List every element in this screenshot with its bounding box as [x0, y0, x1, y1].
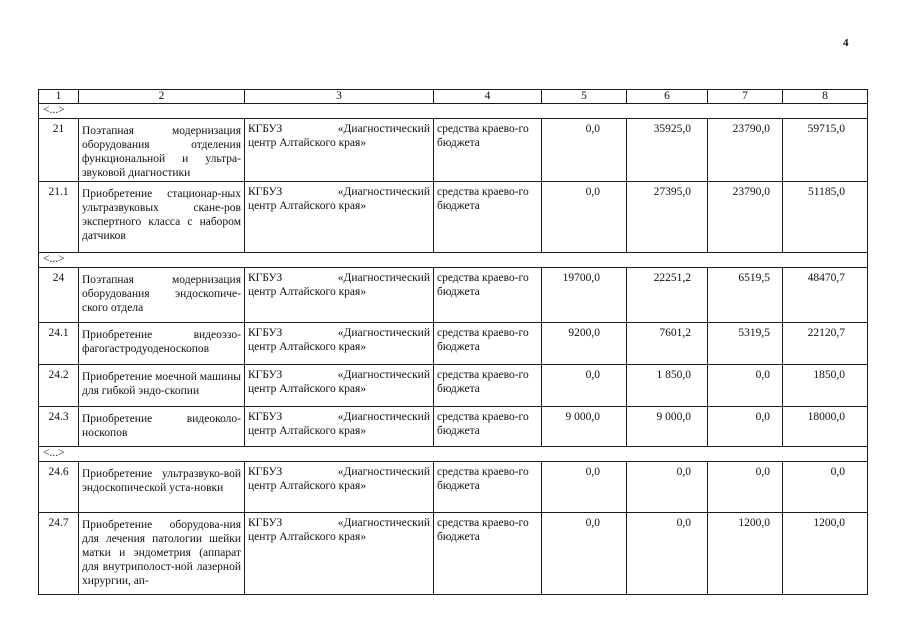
page-number: 4 — [843, 37, 849, 49]
funding-source-cell: средства краево-го бюджета — [434, 268, 542, 323]
organization-line — [248, 368, 430, 382]
ellipsis-row — [39, 104, 868, 119]
organization-abbr: КГБУЗ — [248, 517, 283, 529]
funding-source-cell: средства краево-го бюджета — [434, 182, 542, 253]
ellipsis-cell: <...> — [39, 447, 868, 462]
table-row — [39, 323, 868, 365]
value-cell-7: 0,0 — [708, 407, 783, 447]
organization-abbr: КГБУЗ — [248, 411, 283, 423]
value-cell-6: 1 850,0 — [627, 365, 708, 407]
ellipsis-cell: <...> — [39, 253, 868, 268]
table-row — [39, 365, 868, 407]
organization-line — [248, 516, 430, 530]
organization-name-part: центр Алтайского края» — [248, 286, 367, 298]
header-cell: 1 — [39, 90, 79, 104]
funding-source-cell: средства краево-го бюджета — [434, 462, 542, 513]
funding-source-cell: средства краево-го бюджета — [434, 365, 542, 407]
organization-name-part: центр Алтайского края» — [248, 480, 367, 492]
organization-line — [248, 410, 430, 424]
value-cell-5: 0,0 — [542, 462, 627, 513]
value-cell-5: 0,0 — [542, 182, 627, 253]
value-cell-6: 0,0 — [627, 462, 708, 513]
organization-name-part: «Диагностический — [337, 517, 430, 529]
organization-abbr: КГБУЗ — [248, 466, 283, 478]
measure-name-cell: Приобретение стационар-ных ультразвуковых скане-ров экспертного класса с набором датчиков — [79, 182, 245, 253]
table-row — [39, 407, 868, 447]
row-number-cell: 24.6 — [39, 462, 79, 513]
organization-name-part: «Диагностический — [337, 369, 430, 381]
value-cell-8: 1200,0 — [783, 513, 868, 595]
value-cell-5: 0,0 — [542, 513, 627, 595]
ellipsis-row — [39, 447, 868, 462]
organization-abbr: КГБУЗ — [248, 186, 283, 198]
header-cell: 4 — [434, 90, 542, 104]
value-cell-7: 5319,5 — [708, 323, 783, 365]
header-cell: 8 — [783, 90, 868, 104]
organization-line — [248, 185, 430, 199]
funding-source-cell: средства краево-го бюджета — [434, 513, 542, 595]
row-number-cell: 21.1 — [39, 182, 79, 253]
row-number-cell: 24 — [39, 268, 79, 323]
organization-name-part: центр Алтайского края» — [248, 531, 367, 543]
organization-name-part: «Диагностический — [337, 466, 430, 478]
row-number-cell: 21 — [39, 119, 79, 182]
organization-abbr: КГБУЗ — [248, 123, 283, 135]
value-cell-5: 19700,0 — [542, 268, 627, 323]
value-cell-7: 23790,0 — [708, 119, 783, 182]
value-cell-6: 27395,0 — [627, 182, 708, 253]
table-row — [39, 182, 868, 253]
organization-cell — [245, 365, 434, 407]
organization-name-part: центр Алтайского края» — [248, 425, 367, 437]
value-cell-5: 0,0 — [542, 365, 627, 407]
value-cell-7: 0,0 — [708, 365, 783, 407]
row-number-cell: 24.2 — [39, 365, 79, 407]
row-number-cell: 24.1 — [39, 323, 79, 365]
organization-cell — [245, 182, 434, 253]
organization-name-part: «Диагностический — [337, 123, 430, 135]
table-row — [39, 119, 868, 182]
organization-cell — [245, 513, 434, 595]
value-cell-7: 1200,0 — [708, 513, 783, 595]
header-cell: 3 — [245, 90, 434, 104]
organization-cell — [245, 323, 434, 365]
organization-name-part: центр Алтайского края» — [248, 383, 367, 395]
table-row — [39, 268, 868, 323]
value-cell-6: 22251,2 — [627, 268, 708, 323]
organization-abbr: КГБУЗ — [248, 369, 283, 381]
organization-line — [248, 326, 430, 340]
row-number-cell: 24.7 — [39, 513, 79, 595]
row-number-cell: 24.3 — [39, 407, 79, 447]
value-cell-5: 9 000,0 — [542, 407, 627, 447]
value-cell-5: 0,0 — [542, 119, 627, 182]
table-header-row — [39, 90, 868, 104]
organization-name-part: центр Алтайского края» — [248, 137, 367, 149]
organization-name-part: «Диагностический — [337, 411, 430, 423]
funding-source-cell: средства краево-го бюджета — [434, 119, 542, 182]
organization-cell — [245, 268, 434, 323]
organization-line — [248, 122, 430, 136]
value-cell-8: 18000,0 — [783, 407, 868, 447]
organization-cell — [245, 407, 434, 447]
organization-name-part: «Диагностический — [337, 186, 430, 198]
measure-name-cell: Приобретение видеоэзо-фагогастродуоденоскопов — [79, 323, 245, 365]
organization-cell — [245, 119, 434, 182]
organization-cell — [245, 462, 434, 513]
measure-name-cell: Приобретение ультразвуко-вой эндоскопической уста-новки — [79, 462, 245, 513]
value-cell-6: 0,0 — [627, 513, 708, 595]
value-cell-6: 9 000,0 — [627, 407, 708, 447]
value-cell-8: 0,0 — [783, 462, 868, 513]
organization-abbr: КГБУЗ — [248, 327, 283, 339]
value-cell-7: 23790,0 — [708, 182, 783, 253]
organization-name-part: центр Алтайского края» — [248, 200, 367, 212]
header-cell: 7 — [708, 90, 783, 104]
measure-name-cell: Приобретение моечной машины для гибкой эндо-скопии — [79, 365, 245, 407]
value-cell-6: 35925,0 — [627, 119, 708, 182]
value-cell-6: 7601,2 — [627, 323, 708, 365]
funding-source-cell: средства краево-го бюджета — [434, 323, 542, 365]
table-row — [39, 462, 868, 513]
program-table — [38, 89, 868, 595]
value-cell-8: 48470,7 — [783, 268, 868, 323]
table-row — [39, 513, 868, 595]
header-cell: 2 — [79, 90, 245, 104]
ellipsis-cell: <...> — [39, 104, 868, 119]
value-cell-7: 6519,5 — [708, 268, 783, 323]
organization-name-part: «Диагностический — [337, 327, 430, 339]
value-cell-8: 59715,0 — [783, 119, 868, 182]
organization-line — [248, 271, 430, 285]
measure-name-cell: Поэтапная модернизация оборудования отделения функциональной и ультра-звуковой диагностики — [79, 119, 245, 182]
ellipsis-row — [39, 253, 868, 268]
organization-abbr: КГБУЗ — [248, 272, 283, 284]
measure-name-cell: Приобретение видеоколо-носкопов — [79, 407, 245, 447]
organization-name-part: «Диагностический — [337, 272, 430, 284]
organization-line — [248, 465, 430, 479]
header-cell: 6 — [627, 90, 708, 104]
value-cell-8: 1850,0 — [783, 365, 868, 407]
measure-name-cell: Поэтапная модернизация оборудования эндоскопиче-ского отдела — [79, 268, 245, 323]
measure-name-cell: Приобретение оборудова-ния для лечения патологии шейки матки и эндометрия (аппарат для внутриполост-ной лазерной хирургии, ап- — [79, 513, 245, 595]
funding-source-cell: средства краево-го бюджета — [434, 407, 542, 447]
header-cell: 5 — [542, 90, 627, 104]
value-cell-5: 9200,0 — [542, 323, 627, 365]
value-cell-8: 51185,0 — [783, 182, 868, 253]
organization-name-part: центр Алтайского края» — [248, 341, 367, 353]
value-cell-8: 22120,7 — [783, 323, 868, 365]
value-cell-7: 0,0 — [708, 462, 783, 513]
